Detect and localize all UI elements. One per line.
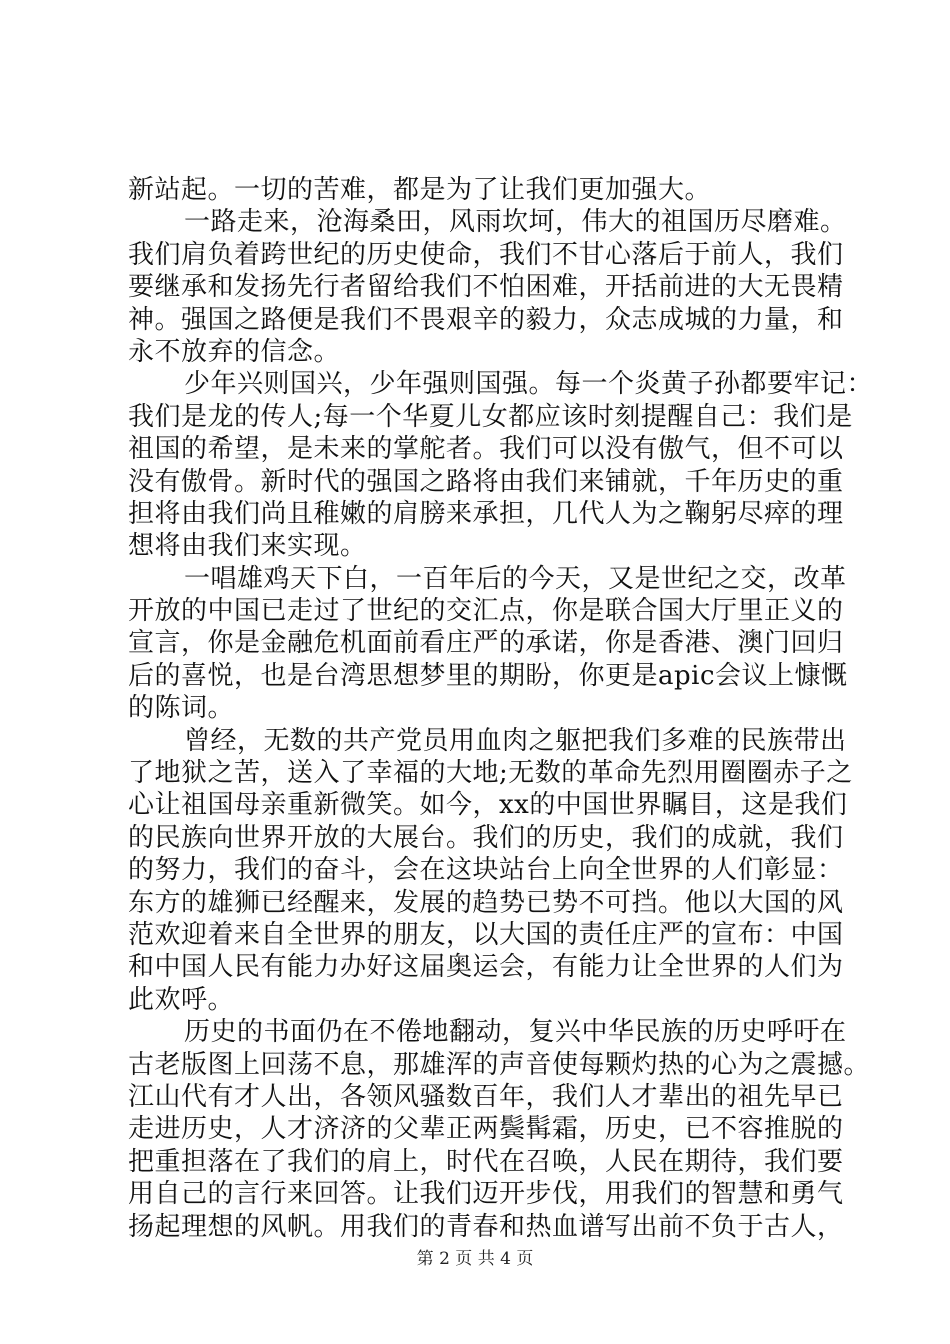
text-line: 此欢呼。 (128, 984, 235, 1015)
text-line: 神。强国之路便是我们不畏艰辛的毅力，众志成城的力量，和 (128, 304, 844, 335)
paragraph-first-line: 一唱雄鸡天下白，一百年后的今天，又是世纪之交，改革 (184, 563, 847, 594)
text-line: 东方的雄狮已经醒来，发展的趋势已势不可挡。他以大国的风 (128, 887, 844, 918)
text-line: 新站起。一切的苦难，都是为了让我们更加强大。 (128, 175, 712, 205)
text-line: 宣言，你是金融危机面前看庄严的承诺，你是香港、澳门回归 (128, 628, 844, 659)
text-line: 后的喜悦，也是台湾思想梦里的期盼，你更是apic会议上慷慨 (128, 660, 848, 691)
text-line: 江山代有才人出，各领风骚数百年，我们人才辈出的祖先早已 (128, 1081, 844, 1112)
text-line: 永不放弃的信念。 (128, 336, 341, 367)
text-line: 范欢迎着来自全世界的朋友，以大国的责任庄严的宣布：中国 (128, 919, 844, 950)
text-line: 把重担落在了我们的肩上，时代在召唤，人民在期待，我们要 (128, 1146, 844, 1177)
text-line: 我们肩负着跨世纪的历史使命，我们不甘心落后于前人，我们 (128, 239, 844, 270)
text-line: 没有傲骨。新时代的强国之路将由我们来铺就，千年历史的重 (128, 466, 844, 497)
text-line: 和中国人民有能力办好这届奥运会，有能力让全世界的人们为 (128, 952, 844, 983)
text-line: 心让祖国母亲重新微笑。如今，xx的中国世界瞩目，这是我们 (128, 790, 848, 821)
text-line: 开放的中国已走过了世纪的交汇点，你是联合国大厅里正义的 (128, 596, 844, 627)
text-line: 走进历史，人才济济的父辈正两鬓髯霜，历史，已不容推脱的 (128, 1114, 844, 1145)
paragraph-first-line: 少年兴则国兴，少年强则国强。每一个炎黄子孙都要牢记： (184, 369, 874, 400)
text-line: 想将由我们来实现。 (128, 531, 367, 562)
paragraph-first-line: 一路走来，沧海桑田，风雨坎坷，伟大的祖国历尽磨难。 (184, 207, 847, 238)
text-line: 了地狱之苦，送入了幸福的大地;无数的革命先烈用圈圈赤子之 (128, 758, 853, 789)
text-line: 担将由我们尚且稚嫩的肩膀来承担，几代人为之鞠躬尽瘁的理 (128, 498, 844, 529)
text-line: 我们是龙的传人;每一个华夏儿女都应该时刻提醒自己：我们是 (128, 401, 853, 432)
text-line: 古老版图上回荡不息，那雄浑的声音使每颗灼热的心为之震撼。 (128, 1049, 871, 1080)
text-line: 的陈词。 (128, 693, 235, 724)
text-line: 的民族向世界开放的大展台。我们的历史，我们的成就，我们 (128, 822, 844, 853)
text-line: 祖国的希望，是未来的掌舵者。我们可以没有傲气，但不可以 (128, 434, 844, 465)
paragraph-first-line: 历史的书面仍在不倦地翻动，复兴中华民族的历史呼吁在 (184, 1017, 847, 1048)
text-line: 用自己的言行来回答。让我们迈开步伐，用我们的智慧和勇气 (128, 1179, 844, 1210)
text-line: 扬起理想的风帆。用我们的青春和热血谱写出前不负于古人， (128, 1211, 844, 1242)
paragraph-first-line: 曾经，无数的共产党员用血肉之躯把我们多难的民族带出 (184, 725, 847, 756)
page-number-label: 第 2 页 共 4 页 (416, 1249, 534, 1269)
text-line: 要继承和发扬先行者留给我们不怕困难，开括前进的大无畏精 (128, 272, 844, 303)
body-text (128, 174, 874, 1243)
text-line: 的努力，我们的奋斗，会在这块站台上向全世界的人们彰显： (128, 855, 844, 886)
page-footer (0, 1244, 950, 1269)
